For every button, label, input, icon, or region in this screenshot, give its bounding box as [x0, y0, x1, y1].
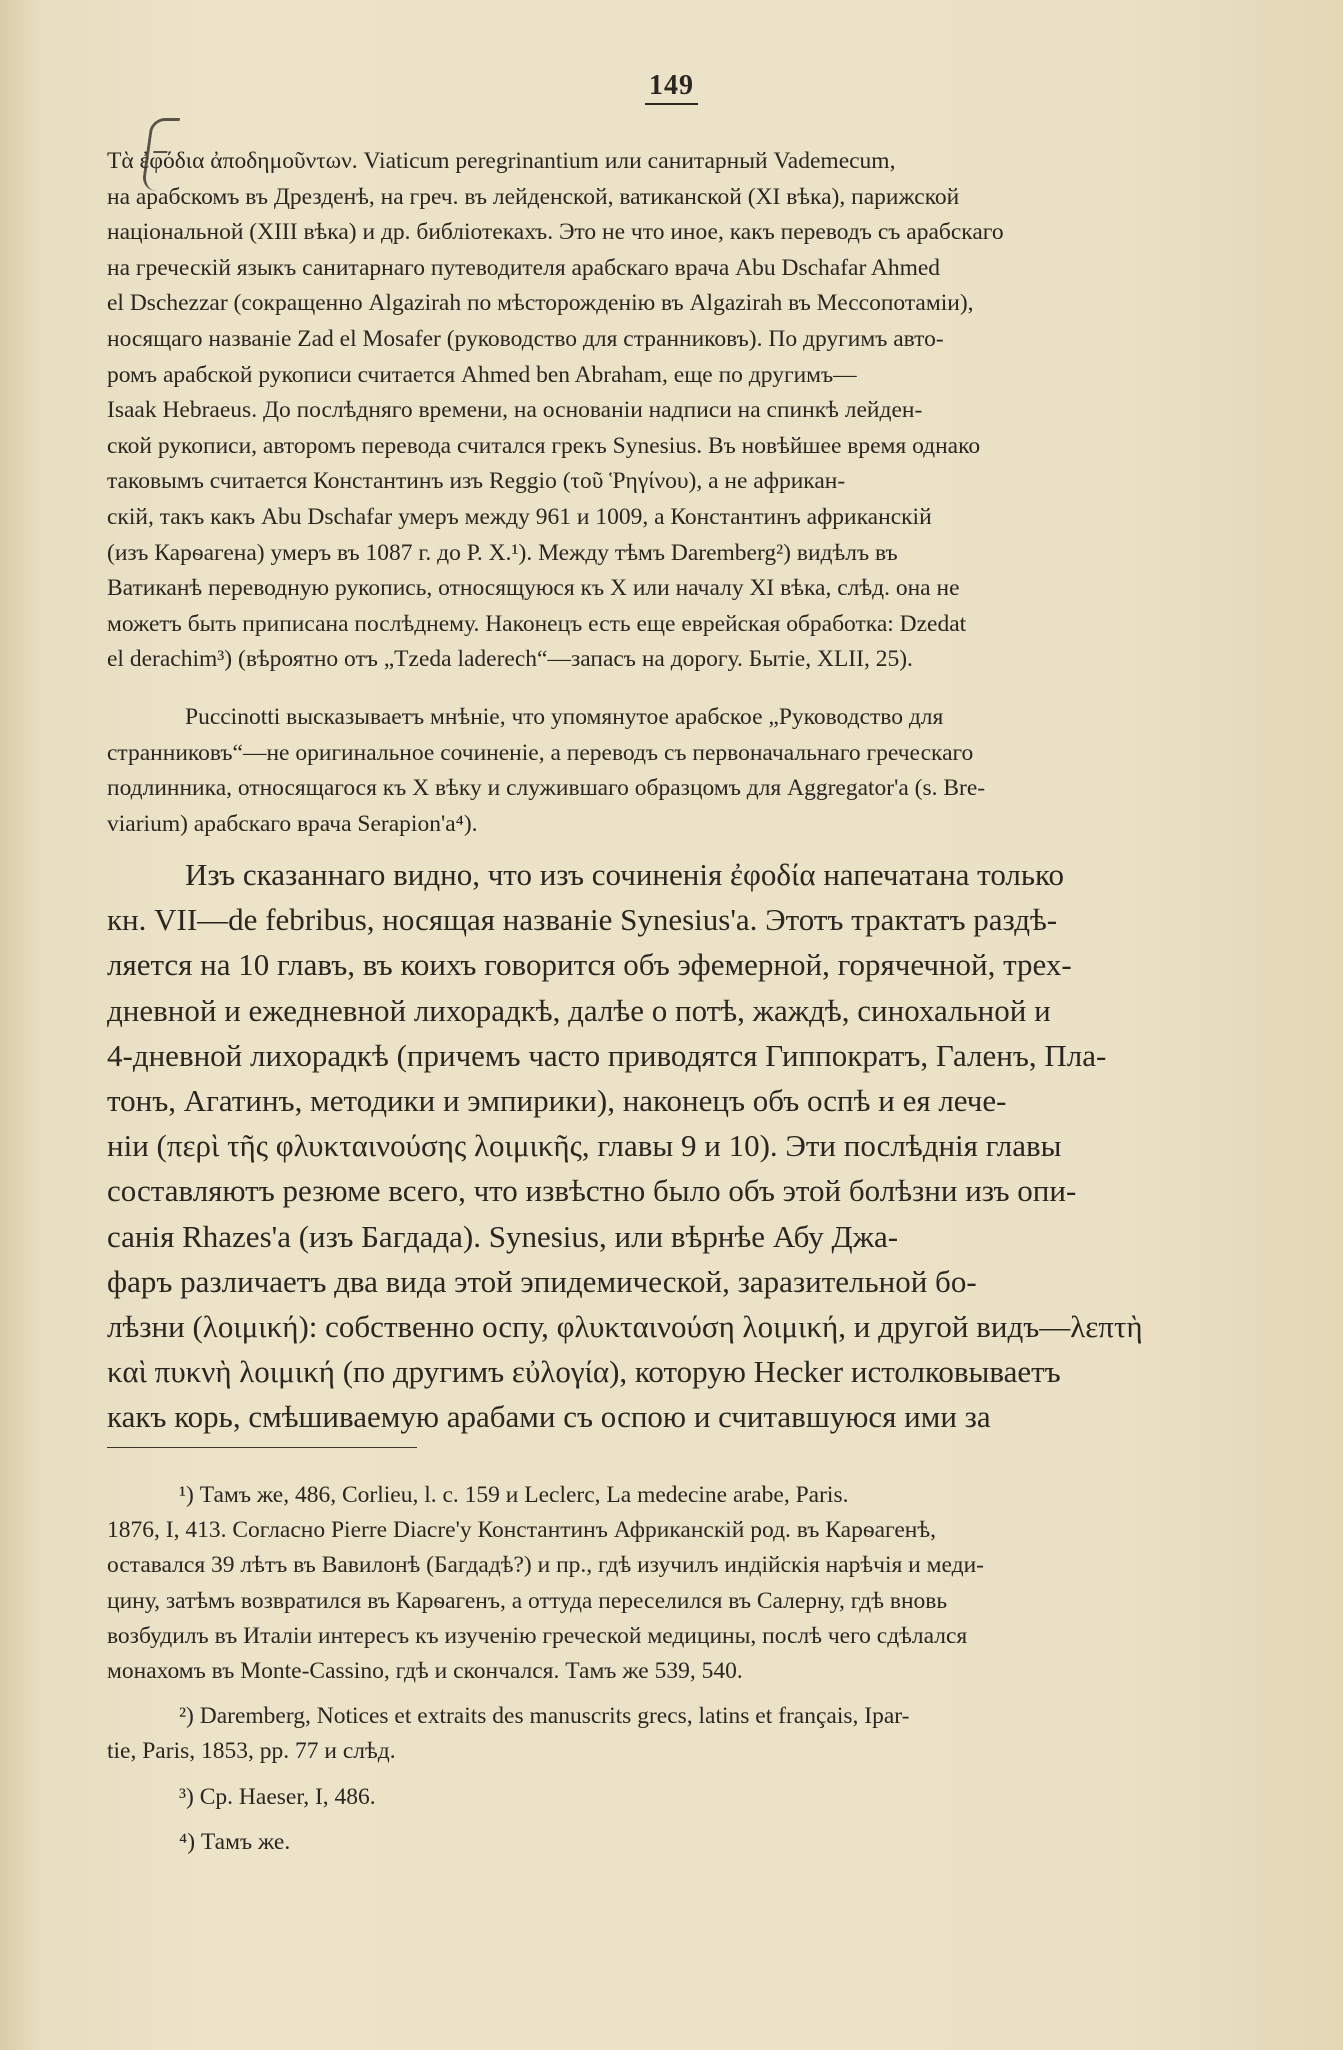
footnote-4	[107, 1825, 1171, 1860]
text-line: таковымъ считается Константинъ изъ Reggio (τοῦ Ῥηγίνου), а не африкан-	[107, 468, 846, 495]
text-line: 4-дневной лихорадкѣ (причемъ часто приводятся Гиппократъ, Галенъ, Пла-	[107, 1037, 1107, 1073]
footnote-3	[107, 1780, 1171, 1815]
text-line: странниковъ“—не оригинальное сочиненіе, а переводъ съ первоначальнаго греческаго	[107, 739, 974, 766]
paragraph-main	[107, 852, 1171, 1440]
text-line: какъ корь, смѣшиваемую арабами съ оспою и считавшуюся ими за	[107, 1399, 991, 1435]
text-line: Изъ сказаннаго видно, что изъ сочиненія ἐφοδία напечатана только	[185, 857, 1065, 892]
footnote-1	[107, 1478, 1171, 1689]
text-line: возбудилъ въ Италіи интересъ къ изученію греческой медицины, послѣ чего сдѣлался	[107, 1622, 968, 1649]
text-line: дневной и ежедневной лихорадкѣ, далѣе о потѣ, жаждѣ, синохальной и	[107, 992, 1051, 1028]
text-line: подлинника, относящагося къ X вѣку и служившаго образцомъ для Aggregator'a (s. Bre-	[107, 775, 986, 802]
paragraph-puccinotti	[107, 700, 1171, 842]
text-line: лѣзни (λοιμική): собственно оспу, φλυκταινούση λοιμική, и другой видъ—λεπτὴ	[107, 1309, 1143, 1345]
text-line: viarium) арабскаго врача Serapion'a⁴).	[107, 810, 478, 837]
text-line: оставался 39 лѣтъ въ Вавилонѣ (Багдадѣ?) и пр., гдѣ изучилъ индійскія нарѣчія и меди-	[107, 1552, 984, 1579]
text-line: Ватиканѣ переводную рукопись, относящуюся къ X или началу XI вѣка, слѣд. она не	[107, 575, 960, 602]
footnote-2	[107, 1699, 1171, 1769]
text-line: ніи (περὶ τῆς φλυκταινούσης λοιμικῆς, главы 9 и 10). Эти послѣднія главы	[107, 1128, 1062, 1164]
text-line: санія Rhazes'a (изъ Багдада). Synesius, или вѣрнѣе Абу Джа-	[107, 1218, 899, 1254]
footnotes	[107, 1478, 1171, 1870]
text-line: можетъ быть приписана послѣднему. Наконецъ есть еще еврейская обработка: Dzedat	[107, 610, 967, 637]
text-line: монахомъ въ Monte-Cassino, гдѣ и скончался. Тамъ же 539, 540.	[107, 1658, 743, 1685]
text-line: (изъ Карѳагена) умеръ въ 1087 г. до Р. Х.¹). Между тѣмъ Daremberg²) видѣлъ въ	[107, 539, 898, 566]
text-line: καὶ πυκνὴ λοιμική (по другимъ εὐλογία), которую Hecker истолковываетъ	[107, 1354, 1061, 1390]
text-line: на арабскомъ въ Дрезденѣ, на греч. въ лейденской, ватиканской (XI вѣка), парижской	[107, 183, 960, 210]
text-line: Τὰ ἐφόδια ἀποδημοῦντων. Viaticum peregrinantium или санитарный Vademecum,	[107, 148, 896, 174]
text-line: Puccinotti высказываетъ мнѣніе, что упомянутое арабское „Руководство для	[185, 704, 944, 730]
text-line: el derachim³) (вѣроятно отъ „Tzeda laderech“—запасъ на дорогу. Бытіе, XLII, 25).	[107, 646, 913, 673]
text-line: ской рукописи, авторомъ перевода считался грекъ Synesius. Въ новѣйшее время однако	[107, 432, 981, 459]
text-line: на греческій языкъ санитарнаго путеводителя арабскаго врача Abu Dschafar Ahmed	[107, 254, 941, 281]
text-line: ²) Daremberg, Notices et extraits des manuscrits grecs, latins et français, Ipar-	[179, 1703, 910, 1730]
page-number: 149	[0, 70, 1343, 102]
text-line: tie, Paris, 1853, pp. 77 и слѣд.	[107, 1738, 396, 1765]
text-line: скій, такъ какъ Abu Dschafar умеръ между 961 и 1009, а Константинъ африканскій	[107, 503, 932, 530]
text-line: ляется на 10 главъ, въ коихъ говорится объ эфемерной, горячечной, трех-	[107, 947, 1072, 983]
text-line: ¹) Тамъ же, 486, Corlieu, l. c. 159 и Leclerc, La medecine arabe, Paris.	[179, 1482, 849, 1508]
text-line: ³) Ср. Haeser, I, 486.	[179, 1783, 376, 1810]
text-line: національной (XIII вѣка) и др. библіотекахъ. Это не что иное, какъ переводъ съ арабскаго	[107, 219, 1004, 246]
text-line: тонъ, Агатинъ, методики и эмпирики), наконецъ объ оспѣ и ея лече-	[107, 1083, 1007, 1119]
text-line: Isaak Hebraeus. До послѣдняго времени, на основаніи надписи на спинкѣ лейден-	[107, 397, 923, 424]
text-line: фаръ различаетъ два вида этой эпидемической, заразительной бо-	[107, 1263, 977, 1299]
footnote-separator	[107, 1447, 417, 1448]
text-line: составляютъ резюме всего, что извѣстно было объ этой болѣзни изъ опи-	[107, 1173, 1077, 1209]
text-line: el Dschezzar (сокращенно Algazirah по мѣсторожденію въ Algazirah въ Мессопотаміи),	[107, 290, 974, 317]
text-line: цину, затѣмъ возвратился въ Карѳагенъ, а оттуда переселился въ Салерну, гдѣ вновь	[107, 1587, 948, 1614]
text-line: ⁴) Тамъ же.	[179, 1828, 291, 1855]
text-line: кн. VII—de febribus, носящая названіе Synesius'a. Этотъ трактатъ раздѣ-	[107, 902, 1058, 938]
text-line: носящаго названіе Zad el Mosafer (руководство для странниковъ). По другимъ авто-	[107, 325, 944, 352]
paragraph-vademecum	[107, 144, 1171, 678]
text-line: ромъ арабской рукописи считается Ahmed ben Abraham, еще по другимъ—	[107, 361, 857, 388]
text-line: 1876, I, 413. Согласно Pierre Diacre'у Константинъ Африканскій род. въ Карѳагенѣ,	[107, 1517, 937, 1544]
